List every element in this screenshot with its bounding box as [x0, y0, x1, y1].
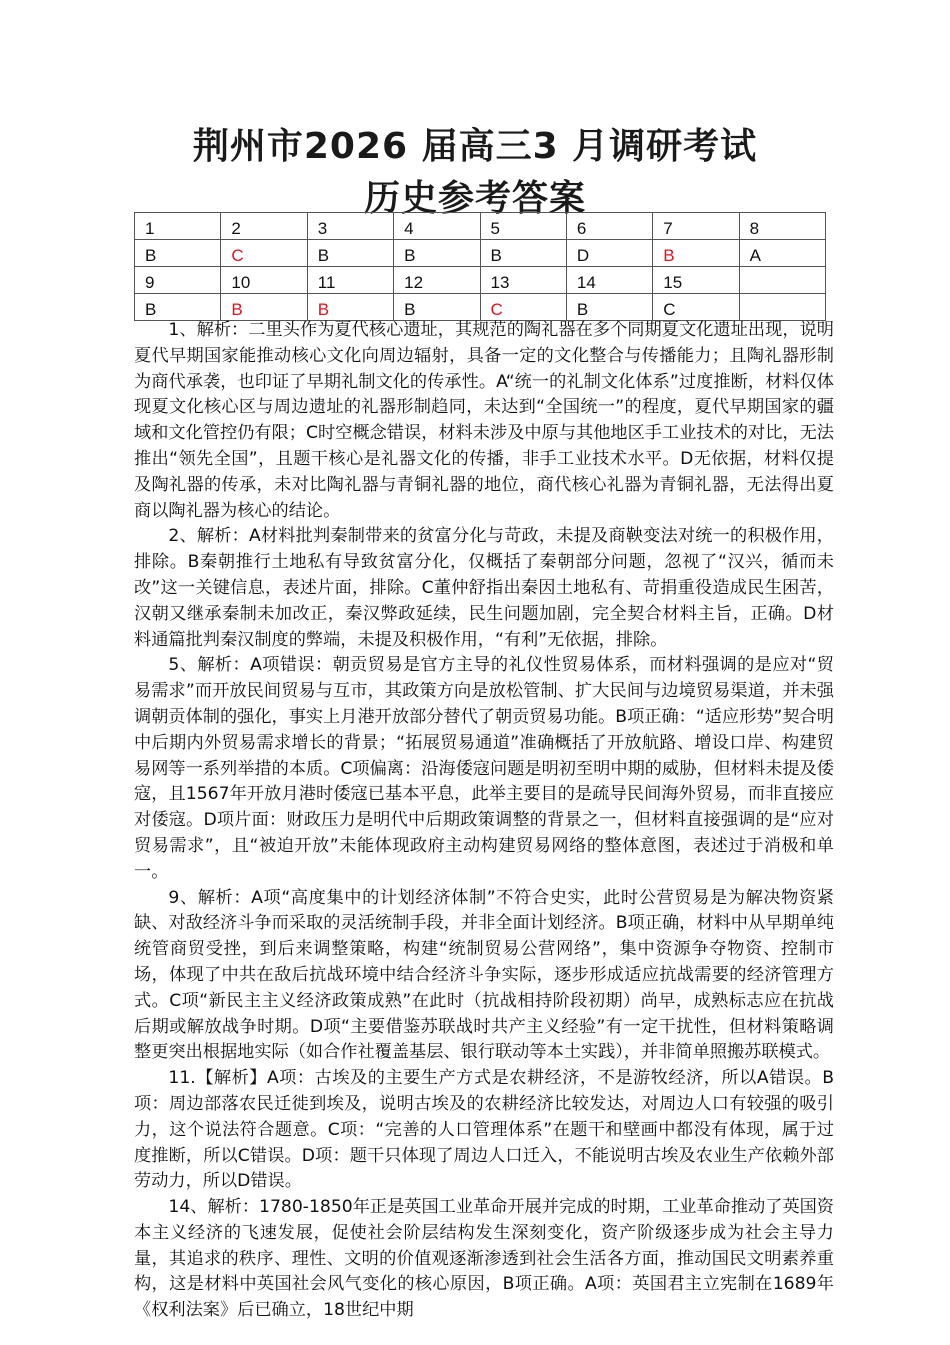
answer-cell: D: [566, 240, 652, 267]
answer-cell: B: [135, 294, 221, 321]
exam-title: 荆州市2026 届高三3 月调研考试: [192, 126, 758, 167]
question-number-cell: 10: [221, 267, 307, 294]
question-number-cell: 1: [135, 213, 221, 240]
question-number-cell: 13: [480, 267, 566, 294]
answer-table-row: [135, 294, 826, 321]
answer-table-row: [135, 213, 826, 240]
explanation-paragraph: 14、解析：1780-1850年正是英国工业革命开展并完成的时期，工业革命推动了英国资本主义经济的飞速发展，促使社会阶层结构发生深刻变化，资产阶级逐步成为社会主导力量，其追求的秩序、理性、文明的价值观逐渐渗透到社会生活各方面，推动国民文明素养重构，这是材料中英国社会风气变化的核心原因，B项正确。A项：英国君主立宪制在1689年《权利法案》后已确立，18世纪中期: [134, 1197, 834, 1321]
answer-table-row: [135, 240, 826, 267]
explanation-paragraph: 5、解析：A项错误：朝贡贸易是官方主导的礼仪性贸易体系，而材料强调的是应对“贸易需求”而开放民间贸易与互市，其政策方向是放松管制、扩大民间与边境贸易渠道，并未强调朝贡体制的强化，事实上月港开放部分替代了朝贡贸易功能。B项正确：“适应形势”契合明中后期内外贸易需求增长的背景；“拓展贸易通道”准确概括了开放航路、增设口岸、构建贸易网等一系列举措的本质。C项偏离：沿海倭寇问题是明初至明中期的威胁，但材料未提及倭寇，且1567年开放月港时倭寇已基本平息，此举主要目的是疏导民间海外贸易，而非直接应对倭寇。D项片面：财政压力是明代中后期政策调整的背景之一，但材料直接强调的是“应对贸易需求”，且“被迫开放”未能体现政府主动构建贸易网络的整体意图，表述过于消极和单一。: [134, 655, 834, 882]
explanation-paragraph: 1、解析：二里头作为夏代核心遗址，其规范的陶礼器在多个同期夏文化遗址出现，说明夏代早期国家能推动核心文化向周边辐射，具备一定的文化整合与传播能力；且陶礼器形制为商代承袭，也印证了早期礼制文化的传承性。A“统一的礼制文化体系”过度推断，材料仅体现夏文化核心区与周边遗址的礼器形制趋同，未达到“全国统一”的程度，夏代早期国家的疆域和文化管控仍有限；C时空概念错误，材料未涉及中原与其他地区手工业技术的对比，无法推出“领先全国”，且题干核心是礼器文化的传播，非手工业技术水平。D无依据，材料仅提及陶礼器的传承，未对比陶礼器与青铜礼器的地位，商代核心礼器为青铜礼器，无法得出夏商以陶礼器为核心的结论。: [134, 320, 834, 521]
question-number-cell: 7: [653, 213, 739, 240]
explanation-text: [134, 318, 834, 1321]
answer-cell: [739, 294, 825, 321]
question-number-cell: 4: [394, 213, 480, 240]
answer-table: [134, 212, 826, 321]
question-number-cell: 6: [566, 213, 652, 240]
question-number-cell: 11: [307, 267, 393, 294]
question-number-cell: 14: [566, 267, 652, 294]
question-number-cell: 3: [307, 213, 393, 240]
question-number-cell: [739, 267, 825, 294]
answer-cell: C: [480, 294, 566, 321]
question-number-cell: 8: [739, 213, 825, 240]
answer-cell: B: [394, 294, 480, 321]
answer-table-row: [135, 267, 826, 294]
answer-cell: B: [394, 240, 480, 267]
answer-key-title: 历史参考答案: [363, 178, 586, 219]
answer-cell: B: [135, 240, 221, 267]
answer-cell: B: [566, 294, 652, 321]
answer-cell: C: [653, 294, 739, 321]
question-number-cell: 5: [480, 213, 566, 240]
answer-cell: A: [739, 240, 825, 267]
answer-cell: B: [221, 294, 307, 321]
explanation-paragraph: 11.【解析】A项：古埃及的主要生产方式是农耕经济，不是游牧经济，所以A错误。B项：周边部落农民迁徙到埃及，说明古埃及的农耕经济比较发达，对周边人口有较强的吸引力，这个说法符合题意。C项：“完善的人口管理体系”在题干和壁画中都没有体现，属于过度推断，所以C错误。D项：题干只体现了周边人口迁入，不能说明古埃及农业生产依赖外部劳动力，所以D错误。: [134, 1068, 834, 1192]
question-number-cell: 9: [135, 267, 221, 294]
explanation-paragraph: 9、解析：A项“高度集中的计划经济体制”不符合史实，此时公营贸易是为解决物资紧缺、对敌经济斗争而采取的灵活统制手段，并非全面计划经济。B项正确，材料中从早期单纯统管商贸受挫，到后来调整策略，构建“统制贸易公营网络”，集中资源争夺物资、控制市场，体现了中共在敌后抗战环境中结合经济斗争实际，逐步形成适应抗战需要的经济管理方式。C项“新民主主义经济政策成熟”在此时（抗战相持阶段初期）尚早，成熟标志应在抗战后期或解放战争时期。D项“主要借鉴苏联战时共产主义经验”有一定干扰性，但材料策略调整更突出根据地实际（如合作社覆盖基层、银行联动等本土实践），并非简单照搬苏联模式。: [134, 887, 834, 1063]
answer-cell: B: [480, 240, 566, 267]
question-number-cell: 15: [653, 267, 739, 294]
answer-cell: B: [653, 240, 739, 267]
explanation-paragraph: 2、解析：A材料批判秦制带来的贫富分化与苛政，未提及商鞅变法对统一的积极作用，排除。B秦朝推行土地私有导致贫富分化，仅概括了秦朝部分问题，忽视了“汉兴，循而未改”这一关键信息，表述片面，排除。C董仲舒指出秦因土地私有、苛捐重役造成民生困苦，汉朝又继承秦制未加改正，秦汉弊政延续，民生问题加剧，完全契合材料主旨，正确。D材料通篇批判秦汉制度的弊端，未提及积极作用，“有利”无依据，排除。: [134, 526, 834, 650]
answer-cell: B: [307, 240, 393, 267]
question-number-cell: 2: [221, 213, 307, 240]
answer-cell: C: [221, 240, 307, 267]
question-number-cell: 12: [394, 267, 480, 294]
answer-cell: B: [307, 294, 393, 321]
